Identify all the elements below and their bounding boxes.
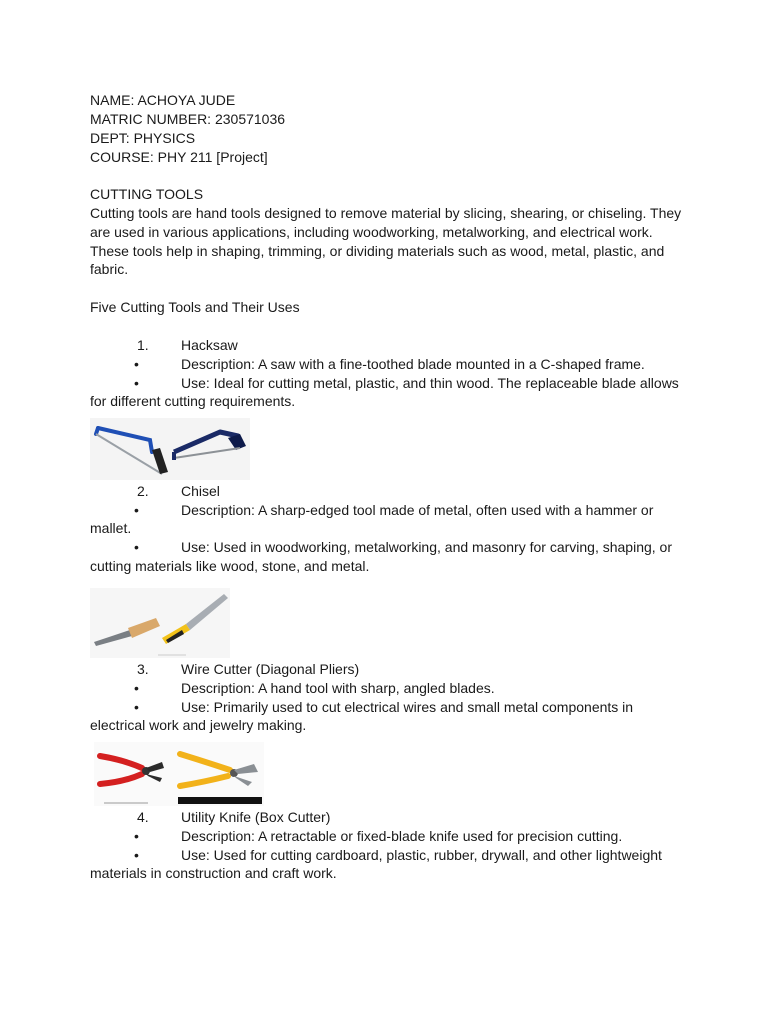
- bullet: •: [134, 356, 139, 372]
- tool-title: Wire Cutter (Diagonal Pliers): [181, 661, 360, 677]
- intro-line: are used in various applications, including woodworking, metalworking, and electrical work.: [90, 224, 653, 240]
- matric-number: MATRIC NUMBER: 230571036: [90, 111, 286, 127]
- tool-use-continued: electrical work and jewelry making.: [90, 717, 307, 733]
- bullet: •: [134, 375, 139, 391]
- intro-line: Cutting tools are hand tools designed to remove material by slicing, shearing, or chiseling. They: [90, 205, 682, 221]
- tool-title: Hacksaw: [181, 337, 238, 353]
- tool-use: Use: Used in woodworking, metalworking, and masonry for carving, shaping, or: [181, 539, 673, 555]
- section-heading: CUTTING TOOLS: [90, 186, 204, 202]
- bullet: •: [134, 828, 139, 844]
- tool-title: Chisel: [181, 483, 220, 499]
- wire-cutter-image: [94, 742, 264, 806]
- tool-description: Description: A retractable or fixed-blade knife used for precision cutting.: [181, 828, 623, 844]
- tool-description: Description: A sharp-edged tool made of metal, often used with a hammer or: [181, 502, 654, 518]
- item-number: 1.: [137, 337, 149, 353]
- course: COURSE: PHY 211 [Project]: [90, 149, 268, 165]
- tool-use: Use: Ideal for cutting metal, plastic, and thin wood. The replaceable blade allows: [181, 375, 679, 391]
- bullet: •: [134, 699, 139, 715]
- tool-use-continued: for different cutting requirements.: [90, 393, 296, 409]
- hacksaw-image: [90, 418, 250, 480]
- intro-line: fabric.: [90, 261, 129, 277]
- tool-description: Description: A hand tool with sharp, angled blades.: [181, 680, 495, 696]
- list-heading: Five Cutting Tools and Their Uses: [90, 299, 300, 315]
- tool-use-continued: cutting materials like wood, stone, and metal.: [90, 558, 370, 574]
- department: DEPT: PHYSICS: [90, 130, 196, 146]
- tool-use-continued: materials in construction and craft work.: [90, 865, 337, 881]
- tool-use: Use: Primarily used to cut electrical wires and small metal components in: [181, 699, 634, 715]
- bullet: •: [134, 680, 139, 696]
- student-name: NAME: ACHOYA JUDE: [90, 92, 236, 108]
- item-number: 3.: [137, 661, 149, 677]
- chisel-image: [90, 588, 230, 658]
- bullet: •: [134, 539, 139, 555]
- item-number: 4.: [137, 809, 149, 825]
- tool-title: Utility Knife (Box Cutter): [181, 809, 331, 825]
- tool-description-continued: mallet.: [90, 520, 132, 536]
- tool-description: Description: A saw with a fine-toothed blade mounted in a C-shaped frame.: [181, 356, 645, 372]
- tool-use: Use: Used for cutting cardboard, plastic, rubber, drywall, and other lightweight: [181, 847, 662, 863]
- intro-line: These tools help in shaping, trimming, or dividing materials such as wood, metal, plastic, and: [90, 243, 665, 259]
- item-number: 2.: [137, 483, 149, 499]
- bullet: •: [134, 847, 139, 863]
- bullet: •: [134, 502, 139, 518]
